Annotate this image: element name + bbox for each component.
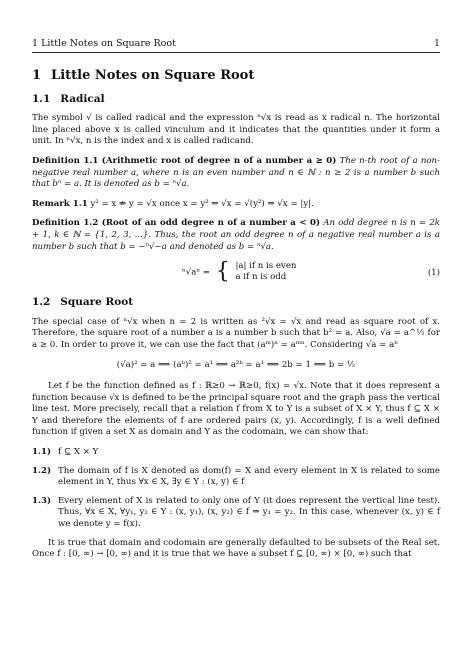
equation-exponent-proof: (√a)² = a ⟺ (aᵇ)² = a¹ ⟺ a²ᵇ = a¹ ⟺ 2b = 1 ⟺ b = ½ <box>116 359 356 370</box>
square-root-paragraph-3: It is true that domain and codomain are generally defaulted to be subsets of the Real set. Once f : [0, ∞) → [0, ∞) and it is true that we have a subset f ⊆ [0, ∞) × [0, ∞) such that <box>32 537 440 560</box>
case-even: |a| if n is even <box>235 261 297 272</box>
item-text: f ⊆ X × Y <box>58 447 99 458</box>
page-number: 1 <box>433 38 440 49</box>
item-text: The domain of f is X denoted as dom(f) = X and every element in X is related to some element in Y, thus ∀x ∈ X, ∃y ∈ Y : (x, y) ∈ f <box>58 465 440 488</box>
section-number: 1.1 <box>32 92 51 105</box>
square-root-paragraph-2: Let f be the function defined as f : ℝ≥0 → ℝ≥0, f(x) = √x. Note that it does represent a function because √x is defined to be the principal square root and the graph pass the vertical line test. More precisely, recall that a relation f from X to Y is a subset of X × Y, thus f ⊆ X × Y and therefore the elements of f are ordered pairs (x, y). Accordingly, f is a well defined function if given a set X as domain and Y as the codomain, we can show that: <box>32 381 440 438</box>
chapter-number: 1 <box>32 68 42 83</box>
remark-1-1 <box>32 199 440 211</box>
definition-text: The n-th root of a non-negative real number a, where n is an even number and n ∈ ℕ : n ≥ 2 is a number b such that bⁿ = a. It is denoted as b = ⁿ√a. <box>32 155 440 190</box>
condition-item <box>32 496 440 531</box>
section-heading-square-root <box>32 297 440 309</box>
equation-lhs: ⁿ√aⁿ = <box>182 267 210 278</box>
square-root-paragraph-1: The special case of ⁿ√x when n = 2 is written as ²√x = √x and read as square root of x. Therefore, the square root of a number a is a number b such that b² = a. Also, √a = a^½ for a ≥ 0. In order to prove it, we can use the fact that (aᵐ)ⁿ = aᵐⁿ. Considering √a = aᵇ <box>32 316 440 350</box>
running-header <box>32 38 440 53</box>
equation-body <box>182 261 296 283</box>
header-title: 1 Little Notes on Square Root <box>32 38 176 49</box>
section-title: Square Root <box>60 296 134 309</box>
remark-label: Remark 1.1 <box>32 198 88 209</box>
equation-1 <box>32 261 440 287</box>
equation-number: (1) <box>427 268 440 279</box>
radical-intro-paragraph: The symbol √ is called radical and the expression ⁿ√x is read as x radical n. The horizontal line placed above x is called vinculum and it indicates that the quantities under it form a unit. In ⁿ√x, n is the index and x is called radicand. <box>32 113 440 147</box>
item-text: Every element of X is related to only one of Y (it does represent the vertical line test). Thus, ∀x ∈ X, ∀y₁, y₂ ∈ Y : (x, y₁), (x, y₂) ∈ f ⇒ y₁ = y₂. In this case, whenever (x, y) ∈ f we denote y = f(x). <box>58 495 440 530</box>
left-brace: { <box>215 259 230 285</box>
equation-cases <box>235 261 296 283</box>
definition-label: Definition 1.2 (Root of an odd degree n of a number a < 0) <box>32 218 321 229</box>
item-label: 1.1) <box>32 447 52 458</box>
definition-text: An odd degree n is n = 2k + 1, k ∈ ℕ = {1, 2, 3, ...}. Thus, the root an odd degree n of a negative real number a is a number b such that b = −ⁿ√−a and denoted as b = ⁿ√a. <box>32 218 441 252</box>
condition-item <box>32 447 440 459</box>
section-title: Radical <box>60 92 105 105</box>
item-label: 1.2) <box>32 465 52 476</box>
chapter-heading <box>32 70 440 82</box>
definition-label: Definition 1.1 (Arithmetic root of degree n of a number a ≥ 0) <box>32 155 337 166</box>
page-content <box>32 64 440 569</box>
definition-1-2 <box>32 218 440 253</box>
definition-1-1 <box>32 156 440 191</box>
condition-item <box>32 466 440 489</box>
remark-text: y² = x ⇏ y = √x once x = y² ⇒ √x = √(y²) ⇒ √x = |y|. <box>90 198 314 209</box>
item-label: 1.3) <box>32 495 52 506</box>
section-heading-radical <box>32 94 440 106</box>
section-number: 1.2 <box>32 296 51 309</box>
chapter-title: Little Notes on Square Root <box>51 68 255 83</box>
case-odd: a if n is odd <box>235 272 287 283</box>
